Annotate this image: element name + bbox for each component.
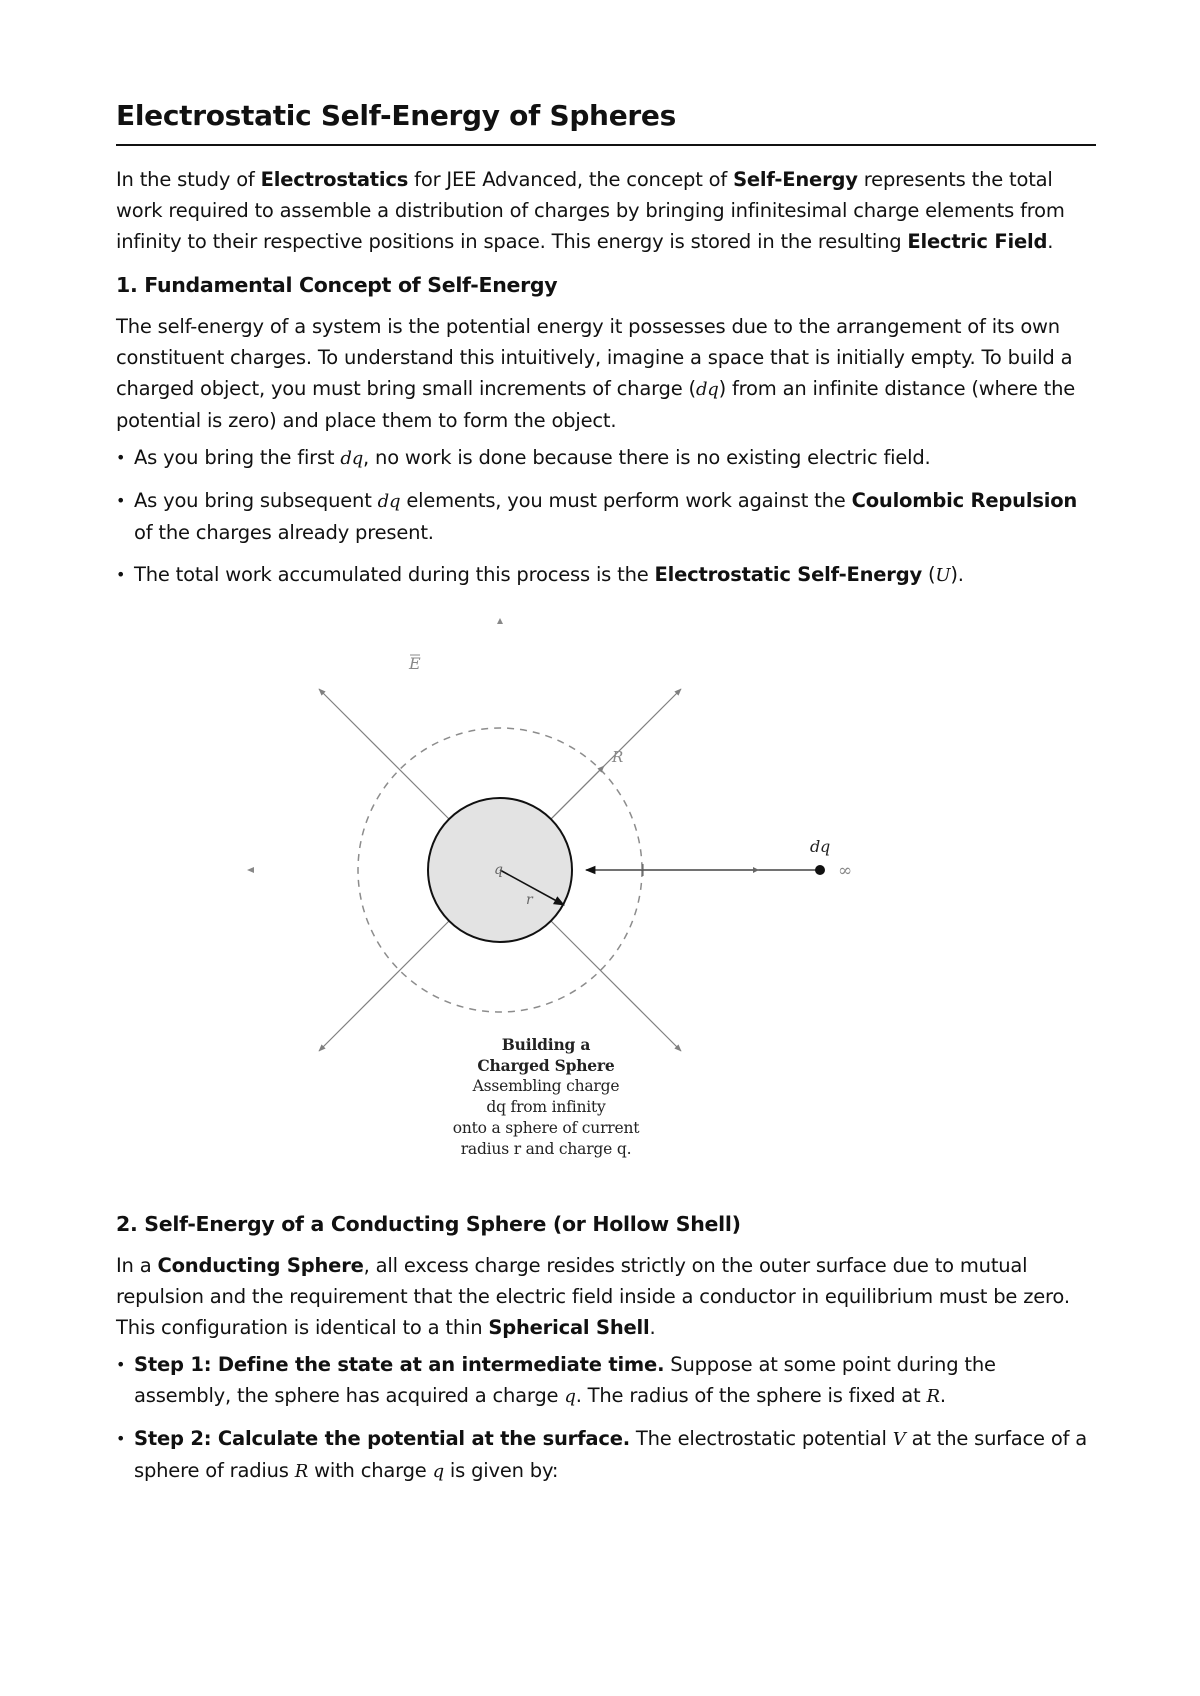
bullet-text: elements, you must perform work against the (400, 489, 852, 512)
intro-text: . (1047, 230, 1054, 253)
dq-path-midarrow (753, 867, 759, 873)
math-r: R (926, 1386, 940, 1407)
caption-body-line: radius r and charge q. (460, 1140, 632, 1158)
step-text: Suppose at some point during the assembly, the sphere has acquired a charge (134, 1353, 996, 1407)
label-field-e: E (409, 654, 421, 673)
step-text: is given by: (443, 1459, 559, 1482)
intro-term-electrostatics: Electrostatics (260, 168, 409, 191)
bullet-text: ( (922, 563, 936, 586)
step-text: . The radius of the sphere is fixed at (575, 1384, 927, 1407)
bullet-item (116, 559, 1096, 591)
paragraph-text: In a (116, 1254, 158, 1277)
intro-text: for JEE Advanced, the concept of (408, 168, 734, 191)
step-text: with charge (308, 1459, 433, 1482)
math-q: q (564, 1386, 576, 1407)
caption-body-line: Assembling charge (472, 1077, 620, 1095)
label-small-radius: r (526, 892, 533, 908)
step-title: Step 1: Define the state at an intermediate time. (134, 1353, 665, 1376)
bullet-text: The total work accumulated during this process is the (134, 563, 655, 586)
intro-text: represents the total work required to assemble a distribution of charges by bringing infinitesimal charge elements from infinity to their respective positions in space. This energy is stored in the resulting (116, 168, 1065, 253)
left-arrowhead (247, 867, 254, 873)
paragraph-text: ) from an infinite distance (where the potential is zero) and place them to form the object. (116, 377, 1076, 432)
label-incoming-dq: dq (810, 837, 831, 856)
step-item (116, 1423, 1096, 1487)
paragraph-text: . (649, 1316, 656, 1339)
math-dq: dq (695, 379, 719, 400)
section-2-step-list (116, 1349, 1096, 1487)
label-big-radius: R (612, 748, 624, 766)
step-text: The electrostatic potential (629, 1427, 893, 1450)
document-page (116, 96, 1096, 1498)
big-radius-arrow (551, 766, 604, 819)
figure-caption (416, 1034, 676, 1160)
bullet-text: As you bring the first (134, 446, 341, 469)
paragraph-text: The self-energy of a system is the potential energy it possesses due to the arrangement of its own constituent charges. To understand this intuitively, imagine a space that is initially empty. To build a charged object, you must bring small increments of charge ( (116, 315, 1073, 400)
step-item (116, 1349, 1096, 1412)
math-v: V (892, 1429, 906, 1450)
bullet-text: ). (950, 563, 964, 586)
term-electrostatic-self-energy: Electrostatic Self-Energy (654, 563, 922, 586)
bullet-item (116, 442, 1096, 474)
section-2-paragraph (116, 1250, 1096, 1343)
intro-text: In the study of (116, 168, 261, 191)
bullet-text: As you bring subsequent (134, 489, 378, 512)
section-1-paragraph (116, 311, 1096, 436)
math-q: q (432, 1461, 444, 1482)
math-dq: dq (377, 491, 401, 512)
page-title: Electrostatic Self-Energy of Spheres (116, 96, 1096, 146)
field-line-lower-right (551, 921, 681, 1051)
intro-term-self-energy: Self-Energy (733, 168, 858, 191)
bullet-text: of the charges already present. (134, 521, 434, 544)
field-line-lower-left (319, 921, 449, 1051)
caption-body-line: onto a sphere of current (452, 1119, 640, 1137)
math-u: U (935, 565, 951, 586)
math-r: R (294, 1461, 309, 1482)
intro-term-electric-field: Electric Field (907, 230, 1048, 253)
term-coulombic-repulsion: Coulombic Repulsion (851, 489, 1078, 512)
term-spherical-shell: Spherical Shell (488, 1316, 650, 1339)
label-infinity: ∞ (838, 861, 852, 881)
paragraph-text: , all excess charge resides strictly on the outer surface due to mutual repulsion and the requirement that the electric field inside a conductor in equilibrium must be zero. This configuration is identical to a thin (116, 1254, 1070, 1339)
step-text: . (939, 1384, 946, 1407)
bullet-text: , no work is done because there is no existing electric field. (363, 446, 931, 469)
caption-title-line: Building a (501, 1035, 591, 1054)
charged-sphere-figure (116, 602, 1096, 1202)
top-arrowhead (497, 618, 503, 624)
section-1-heading: 1. Fundamental Concept of Self-Energy (116, 273, 558, 297)
step-text: at the surface of a sphere of radius (134, 1427, 1087, 1482)
math-dq: dq (340, 448, 364, 469)
caption-body-line: dq from infinity (486, 1098, 606, 1116)
dq-charge-dot (815, 865, 825, 875)
field-line-upper-left (319, 689, 449, 819)
term-conducting-sphere: Conducting Sphere (157, 1254, 364, 1277)
bullet-item (116, 485, 1096, 548)
section-1-bullet-list (116, 442, 1096, 591)
step-title: Step 2: Calculate the potential at the surface. (134, 1427, 630, 1450)
section-2-heading: 2. Self-Energy of a Conducting Sphere (or Hollow Shell) (116, 1212, 741, 1236)
caption-title-line: Charged Sphere (477, 1056, 615, 1075)
intro-paragraph (116, 164, 1096, 257)
label-center-charge: q (494, 862, 503, 878)
